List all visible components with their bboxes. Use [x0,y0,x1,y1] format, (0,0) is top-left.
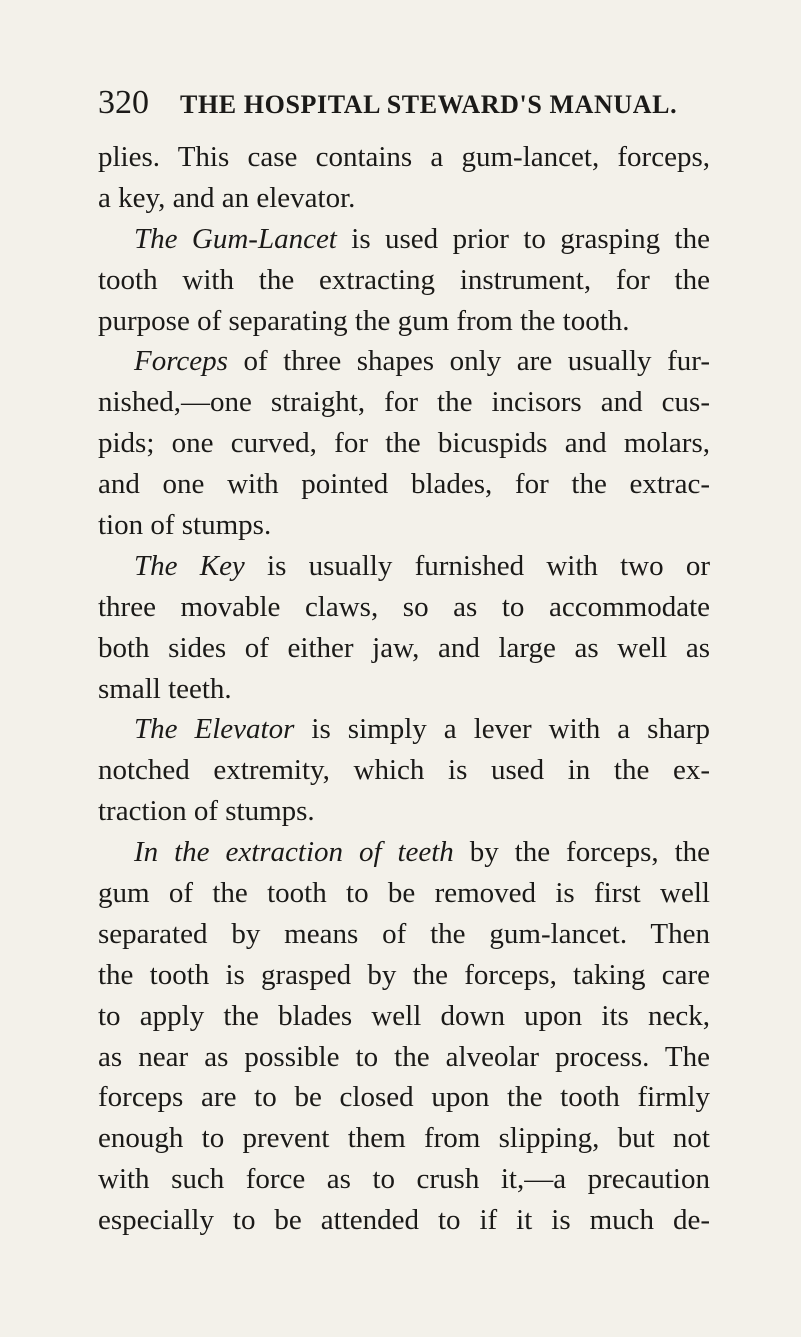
text-line: The Gum-Lancet is used prior to grasping the [134,222,710,255]
text-line: tooth with the extracting instrument, for the [98,263,710,296]
page-header [98,78,698,128]
text-line: In the extraction of teeth by the forceps, the [134,836,710,869]
text-line: small teeth. [98,672,232,705]
text-line: both sides of either jaw, and large as well as [98,631,710,664]
text-line: and one with pointed blades, for the extrac- [98,468,710,501]
text-line: enough to prevent them from slipping, but not [98,1122,710,1155]
text-line: The Key is usually furnished with two or [134,549,710,582]
running-head: THE HOSPITAL STEWARD'S MANUAL. [180,90,678,119]
text-line: traction of stumps. [98,795,315,828]
italic-term: The Key [134,549,245,582]
text-line: a key, and an elevator. [98,181,356,214]
text-line: to apply the blades well down upon its neck, [98,999,710,1032]
text-line: with such force as to crush it,—a precaution [98,1163,710,1196]
text-line: as near as possible to the alveolar process. The [98,1040,710,1073]
italic-term: The Gum-Lancet [134,222,337,255]
text-line: notched extremity, which is used in the ex- [98,754,710,787]
text-line: the tooth is grasped by the forceps, taking care [98,958,710,991]
text-line: separated by means of the gum-lancet. Then [98,917,710,950]
italic-term: In the extraction of teeth [134,836,454,869]
text-line: gum of the tooth to be removed is first well [98,877,710,910]
page-number: 320 [98,84,149,121]
text-line: plies. This case contains a gum-lancet, forceps, [98,141,710,173]
text-line: purpose of separating the gum from the tooth. [98,304,630,337]
text-line: The Elevator is simply a lever with a sharp [134,713,710,746]
body-text [98,137,710,1241]
italic-term: Forceps [134,345,228,378]
text-line: nished,—one straight, for the incisors and cus- [98,386,710,419]
text-line: tion of stumps. [98,509,272,542]
text-line: pids; one curved, for the bicuspids and molars, [98,427,710,460]
italic-term: The Elevator [134,713,295,746]
text-line: Forceps of three shapes only are usually fur- [134,345,710,378]
text-line: three movable claws, so as to accommodate [98,590,710,623]
text-line: forceps are to be closed upon the tooth firmly [98,1081,710,1114]
text-line: especially to be attended to if it is much de- [98,1204,710,1237]
